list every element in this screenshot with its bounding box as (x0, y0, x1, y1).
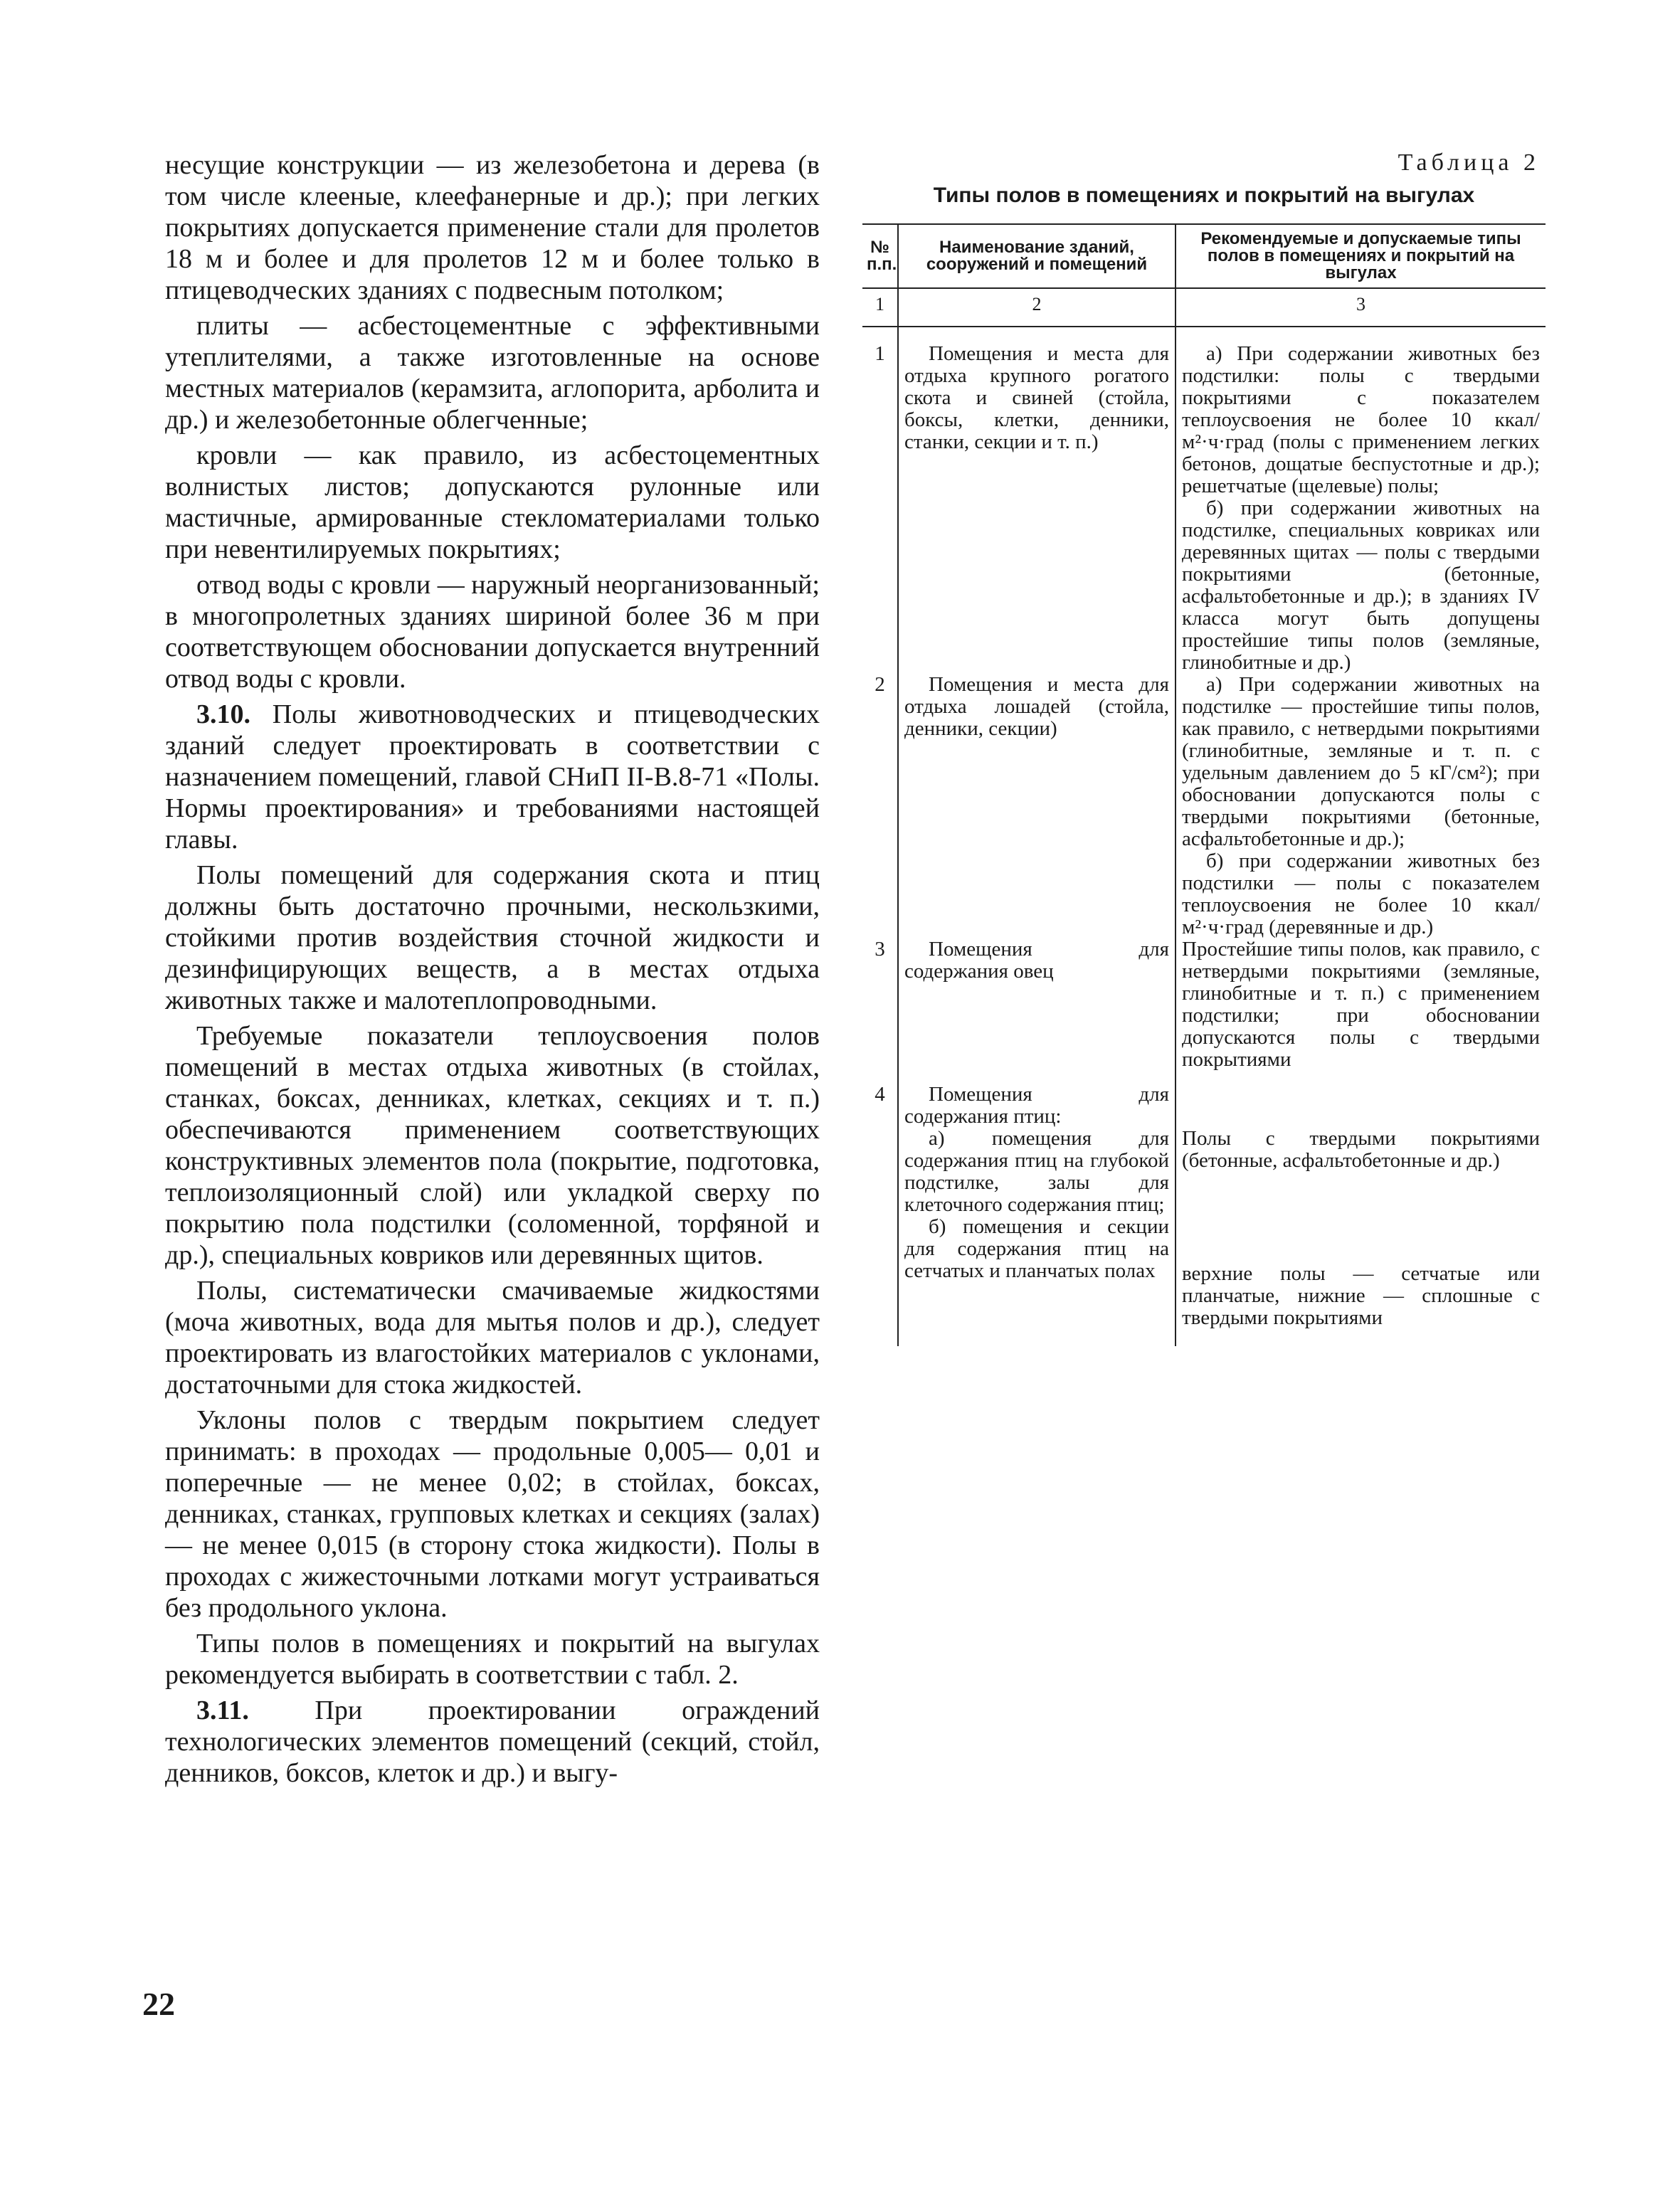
row-number: 3 (875, 938, 885, 961)
page-number: 22 (142, 1986, 175, 2022)
table-row (862, 343, 1546, 674)
room-name: Помещения и места для отдыха крупного рогатого скота и свиней (стойла, боксы, клетки, денники, станки, секции и т. п.) (904, 342, 1169, 453)
table-header-row (862, 224, 1546, 288)
table-caption: Таблица 2 (1398, 149, 1540, 176)
floor-type-b: б) при содержании животных без подстилки — полы с показателем теплоусвоения не более 10 ккал/м²·ч·град (деревянные и др.) (1182, 850, 1540, 938)
table-row (862, 1084, 1546, 1346)
room-name: Помещения для содержания птиц: (904, 1083, 1169, 1128)
row-number: 4 (875, 1083, 885, 1106)
paragraph: плиты — асбестоцементные с эффективными утеплителями, а также изготовленные на основе местных материалов (керамзита, аглопорита, арболита и др.) и железобетонные облегченные; (165, 311, 820, 435)
paragraph: Уклоны полов с твердым покрытием следует принимать: в проходах — продольные 0,005— 0,01 и поперечные — не менее 0,02; в стойлах, боксах, денниках, станках, групповых клетках и секциях (залах) — не менее 0,015 (в сторону стока жидкости). Полы в проходах с жижесточными лотками могут устраиваться без продольного уклона. (165, 1405, 820, 1623)
column-number: 2 (898, 288, 1176, 327)
paragraph-3-10 (165, 699, 820, 855)
floor-type-b: б) при содержании животных на подстилке, специальных ковриках или деревянных щитах — полы с твердыми покрытиями (бетонные, асфальтобетонные и др.); в зданиях IV класса могут быть допущены простейшие типы полов (земляные, глинобитные и др.) (1182, 497, 1540, 674)
floor-type-a: Полы с твердыми покрытиями (бетонные, асфальтобетонные и др.) (1182, 1127, 1540, 1172)
floor-type-a: а) При содержании животных без подстилки: полы с твердыми покрытиями с показателем теплоусвоения не более 10 ккал/м²·ч·град (полы с применением легких бетонов, дощатые беспустотные и др.); решетчатые (щелевые) полы; (1182, 342, 1540, 497)
paragraph: Требуемые показатели теплоусвоения полов помещений в местах отдыха животных (в стойлах, станках, боксах, денниках, клетках, секциях и т. п.) обеспечиваются применением соответствующих конструктивных элементов пола (покрытие, подготовка, теплоизоляционный слой) или укладкой сверху по покрытию пола подстилки (соломенной, торфяной и др.), специальных ковриков или деревянных щитов. (165, 1021, 820, 1270)
section-number: 3.11. (196, 1695, 249, 1725)
floor-type-a: а) При содержании животных на подстилке — простейшие типы полов, как правило, с нетвердыми покрытиями (глинобитные, земляные и т. п. с удельным давлением до 5 кГ/см²); при обосновании допускаются полы с твердыми покрытиями (бетонные, асфальтобетонные и др.); (1182, 673, 1540, 850)
header-name: Наименование зданий, сооружений и помещений (898, 224, 1176, 288)
column-number: 1 (862, 288, 898, 327)
paragraph-text: При проектировании ограждений технологических элементов помещений (секций, стойл, денников, боксов, клеток и др.) и выгу- (165, 1695, 820, 1788)
row-number: 2 (875, 673, 885, 696)
floors-table (862, 223, 1546, 1346)
floor-type: Простейшие типы полов, как правило, с нетвердыми покрытиями (земляные, глинобитные и т. п.) с применением подстилки; при обосновании допускаются полы с твердыми покрытиями (1182, 938, 1540, 1071)
paragraph: несущие конструкции — из железобетона и дерева (в том числе клееные, клеефанерные и др.); при легких покрытиях допускается применение стали для пролетов 18 м и более и для пролетов 12 м и более только в птицеводческих зданиях с подвесным потолком; (165, 150, 820, 305)
room-name: Помещения для содержания овец (904, 938, 1169, 983)
paragraph: кровли — как правило, из асбестоцементных волнистых листов; допускаются рулонные или мастичные, армированные стекломатериалами только при невентилируемых покрытиях; (165, 440, 820, 564)
paragraph: отвод воды с кровли — наружный неорганизованный; в многопролетных зданиях шириной более 36 м при соответствующем обосновании допускается внутренний отвод воды с кровли. (165, 570, 820, 694)
table-row (862, 674, 1546, 938)
paragraph-text: Полы животноводческих и птицеводческих зданий следует проектировать в соответствии с назначением помещений, главой СНиП II-В.8-71 «Полы. Нормы проектирования» и требованиями настоящей главы. (165, 699, 820, 855)
room-name: Помещения и места для отдыха лошадей (стойла, денники, секции) (904, 673, 1169, 740)
section-number: 3.10. (196, 699, 250, 729)
header-number: № п.п. (862, 224, 898, 288)
paragraph: Полы, систематически смачиваемые жидкостями (моча животных, вода для мытья полов и др.), следует проектировать из влагостойких материалов с уклонами, достаточными для стока жидкостей. (165, 1276, 820, 1400)
table-row (862, 938, 1546, 1084)
table-section (862, 149, 1546, 1346)
room-sub-b: б) помещения и секции для содержания птиц на сетчатых и планчатых полах (904, 1215, 1169, 1282)
room-sub-a: а) помещения для содержания птиц на глубокой подстилке, залы для клеточного содержания птиц; (904, 1127, 1169, 1216)
paragraph: Полы помещений для содержания скота и птиц должны быть достаточно прочными, нескользкими, стойкими против воздействия сточной жидкости и дезинфицирующих веществ, а в местах отдыха животных также и малотеплопроводными. (165, 860, 820, 1015)
left-text-column (165, 149, 820, 1793)
column-number: 3 (1176, 288, 1546, 327)
header-floor-types: Рекомендуемые и допускаемые типы полов в помещениях и покрытий на выгулах (1176, 224, 1546, 288)
paragraph: Типы полов в помещениях и покрытий на выгулах рекомендуется выбирать в соответствии с табл. 2. (165, 1629, 820, 1690)
column-number-row (862, 288, 1546, 327)
table-title: Типы полов в помещениях и покрытий на выгулах (933, 184, 1475, 207)
row-number: 1 (875, 342, 885, 365)
floor-type-b: верхние полы — сетчатые или планчатые, нижние — сплошные с твердыми покрытиями (1182, 1262, 1540, 1329)
paragraph-3-11 (165, 1695, 820, 1789)
